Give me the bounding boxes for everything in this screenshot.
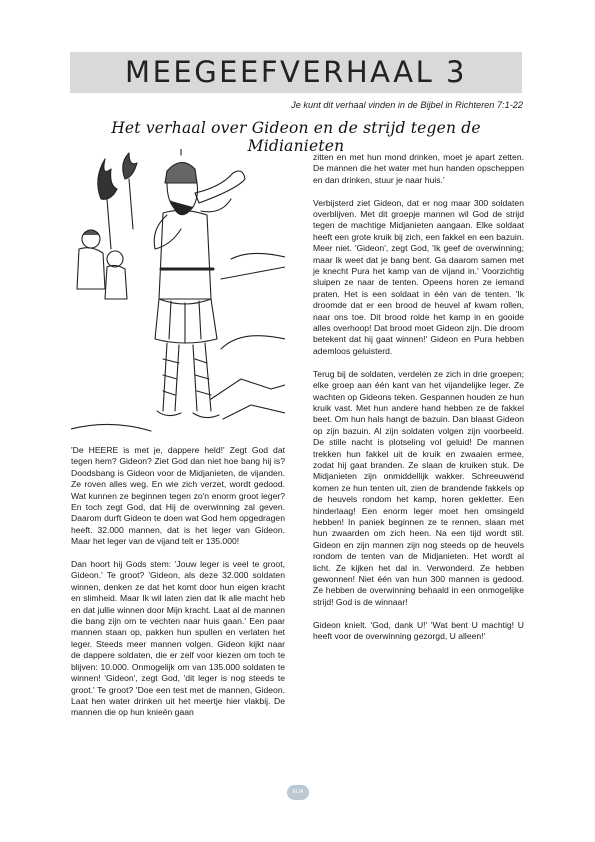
page-title: MEEGEEFVERHAAL 3 [125,55,467,89]
left-text-column [71,445,285,730]
title-banner [70,52,522,93]
story-paragraph: Terug bij de soldaten, verdelen ze zich in drie groepen; elke groep aan één kant van het vijandelijke leger. Ze wachten op Gideons teken. Gespannen houden ze hun kruik vast. Met hun andere hand hebben ze de fakkel beet. Om hun hals hangt de bazuin. Dan blaast Gideon op zijn bazuin. Al zijn soldaten volgen zijn voorbeeld. De stille nacht is plotseling vol geluid! De mannen trekken hun fakkel uit de kruik en zwaaien ermee, zodat hij gaat branden. Ze slaan de kruiken stuk. De Midjanieten zijn onmiddellijk wakker. Schreeuwend komen ze hun tenten uit, zien de brandende fakkels op de heuvels rondom het kamp, horen gekletter. Een hinderlaag! Een enorm leger moet hen omsingeld hebben! In paniek beginnen ze te rennen, slaan met hun zwaarden om zich heen. Na een tijd wordt stil. Gideon en zijn mannen zijn nog steeds op de heuvels rondom de tenten van de Midjanieten. Het wordt al licht. Ze kijken het dal in. Verwonderd. Ze hebben gewonnen! Niet één van hun 300 mannen is gedood. Ze hebben de overwinning behaald in een onmogelijke strijd! God is de winnaar! [313,368,524,607]
story-subtitle: Het verhaal over Gideon en de strijd tegen de Midianieten [111,119,481,155]
story-paragraph: zitten en met hun mond drinken, moet je apart zetten. De mannen die het water met hun handen opscheppen en dan drinken, stuur je naar huis.' [313,152,524,185]
story-paragraph: Gideon knielt. 'God, dank U!' 'Wat bent U machtig! U heeft voor de overwinning gezorgd, U alleen!' [313,619,524,642]
story-paragraph: Verbijsterd ziet Gideon, dat er nog maar 300 soldaten overblijven. Met dit groepje mannen wil God de strijd tegen de machtige Midjanieten aangaan. Elke soldaat heeft een grote kruik bij zich, een fakkel en een bazuin. Meer niet. 'Gideon', zegt God, 'Ik geef de overwinning; maar Ik weet dat je bang bent. Ga daarom samen met je knecht Pura het kamp van de vijand in.' Voorzichtig sluipen ze naar de tenten. Opeens horen ze iemand praten. Het is een soldaat in één van de tenten. 'Ik droomde dat er een brood de heuvel af kwam rollen, naar ons toe. Dit brood rolde het kamp in en gooide alles overhoop! Dat brood moet Gideon zijn. Die droom betekent dat hij gaat winnen!' Gideon en Pura hebben ademloos geluisterd. [313,197,524,356]
publisher-badge: ELIA [287,785,309,800]
story-paragraph: 'De HEERE is met je, dappere held!' Zegt God dat tegen hem? Gideon? Ziet God dan niet hoe bang hij is? Doodsbang is Gideon voor de Midjanieten, de vijanden. Ze roven alles weg. En wie zich verzet, wordt gedood. Wat kunnen ze beginnen tegen zo'n enorm groot leger? En toch zegt God, dat Hij de overwinning zal geven. Daarom durft Gideon te doen wat God hem opgedragen heeft. 32.000 mannen, dat is het leger van Gideon. Maar het leger van de vijand telt er 135.000! [71,445,285,547]
right-text-column [313,152,524,654]
story-paragraph: Dan hoort hij Gods stem: 'Jouw leger is veel te groot, Gideon.' Te groot? 'Gideon, als deze 32.000 soldaten winnen, denken ze dat het komt door hun eigen kracht en slimheid. Maar Ik wil laten zien dat Ik alle macht heb en dat jullie winnen door Mijn kracht. Laat al de mannen die bang zijn om te vechten naar huis gaan.' Een paar mannen staan op, pakken hun spullen en verlaten het leger. Steeds meer mannen volgen. Gideon kijkt naar de dappere soldaten, die er zelf voor kiezen om toch te blijven: 10.000. Onmogelijk om van 135.000 soldaten te winnen! 'Gideon', zegt God, 'dit leger is nog steeds te groot.' Te groot? 'Doe een test met de mannen, Gideon. Laat hen water drinken uit het meertje hier vlakbij. De mannen die op hun knieën gaan [71,559,285,718]
gideon-blowing-horn-illustration [71,149,285,439]
bible-reference: Je kunt dit verhaal vinden in de Bijbel in Richteren 7:1-22 [291,100,523,110]
